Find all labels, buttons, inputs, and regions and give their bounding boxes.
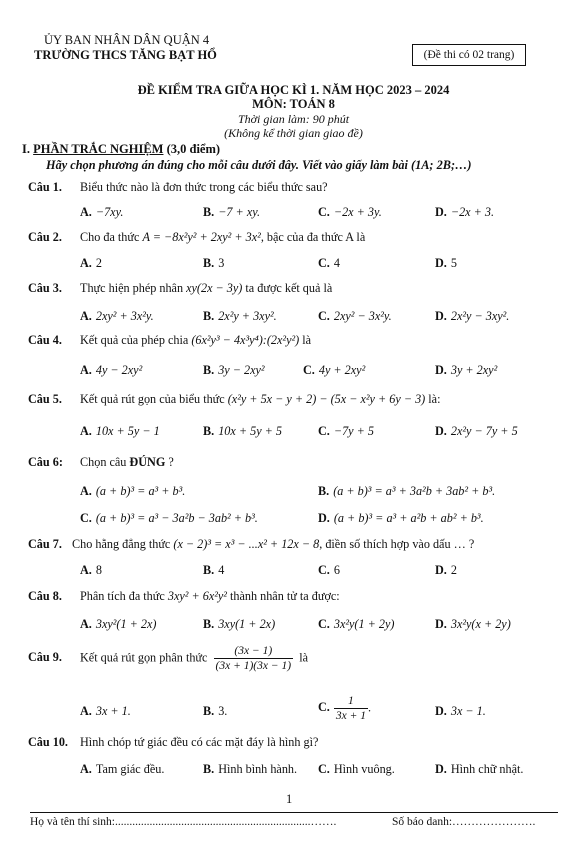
q4-option-d: D. 3y + 2xy² [435,363,498,377]
question-6: Câu 6: Chọn câu ĐÚNG ? [28,455,174,469]
q8-option-b: B. 3xy(1 + 2x) [203,617,276,631]
exam-time-note: (Không kể thời gian giao đề) [224,126,363,140]
q10-option-a: A. Tam giác đều. [80,762,165,776]
q4-option-c: C. 4y + 2xy² [303,363,366,377]
section-title-text: PHẦN TRẮC NGHIỆM [33,142,164,156]
q2-option-c: C. 4 [318,256,340,270]
q10-option-d: D. Hình chữ nhật. [435,762,524,776]
q9-option-d: D. 3x − 1. [435,704,486,718]
q3-option-c: C. 2xy² − 3x²y. [318,309,392,323]
q1-option-c: C. −2x + 3y. [318,205,382,219]
school-name: TRƯỜNG THCS TĂNG BẠT HỔ [34,48,217,62]
q3-option-a: A. 2xy² + 3x²y. [80,309,154,323]
q4-option-a: A. 4y − 2xy² [80,363,143,377]
q5-option-c: C. −7y + 5 [318,424,374,438]
question-1: Câu 1. Biểu thức nào là đơn thức trong các biểu thức sau? [28,180,328,194]
q6-option-d: D. (a + b)³ = a³ + a²b + ab² + b³. [318,511,484,525]
q9-fraction: $\frac{(3x - 1)}{(3x + 1)(3x - 1)}$ [215,645,292,672]
q10-option-b: B. Hình bình hành. [203,762,298,776]
q10-option-c: C. Hình vuông. [318,762,395,776]
q7-option-c: C. 6 [318,563,340,577]
q9-option-a: A. 3x + 1. [80,704,131,718]
question-7: Câu 7. Cho hằng đẳng thức (x − 2)³ = x³ − ...x² + 12x − 8, điền số thích hợp vào dấu … ? [28,537,475,551]
footer-divider [30,812,558,813]
question-10: Câu 10. Hình chóp tứ giác đều có các mặt đáy là hình gì? [28,735,319,749]
q6-option-b: B. (a + b)³ = a³ + 3a²b + 3ab² + b³. [318,484,496,498]
section-instruction: Hãy chọn phương án đúng cho mỗi câu dưới đây. Viết vào giấy làm bài (1A; 2B;…) [46,158,472,172]
authority-name: ỦY BAN NHÂN DÂN QUẬN 4 [44,33,210,47]
q6-option-a: A. (a + b)³ = a³ + b³. [80,484,186,498]
q8-option-d: D. 3x²y(x + 2y) [435,617,511,631]
q2-option-a: A. 2 [80,256,102,270]
q1-option-b: B. −7 + xy. [203,205,261,219]
q5-option-d: D. 2x²y − 7y + 5 [435,424,518,438]
q7-option-d: D. 2 [435,563,457,577]
question-5: Câu 5. Kết quả rút gọn của biểu thức (x²y + 5x − y + 2) − (5x − x²y + 6y − 3) là: [28,392,441,406]
exam-subject: MÔN: TOÁN 8 [252,97,335,111]
exam-time: Thời gian làm: 90 phút [237,112,350,126]
page-number: 1 [286,792,293,806]
q9-option-c-fraction: $\frac{1}{3x + 1}$ [335,695,366,722]
q4-option-b: B. 3y − 2xy² [203,363,265,377]
candidate-name-line: Họ và tên thí sinh:....................................................................……. [30,816,337,828]
q7-option-a: A. 8 [80,563,102,577]
q8-option-c: C. 3x²y(1 + 2y) [318,617,395,631]
exam-title: ĐỀ KIỂM TRA GIỮA HỌC KÌ 1. NĂM HỌC 2023 – 2024 [137,83,450,97]
question-8: Câu 8. Phân tích đa thức 3xy² + 6x²y² thành nhân tử ta được: [28,589,340,603]
q8-option-a: A. 3xy²(1 + 2x) [80,617,157,631]
q5-option-b: B. 10x + 5y + 5 [203,424,283,438]
q9-option-c: C. $\frac{1}{3x + 1}$ . [318,695,372,722]
q9-option-b: B. 3. [203,704,228,718]
question-2: Câu 2. Cho đa thức A = −8x²y² + 2xy² + 3x², bậc của đa thức A là [28,230,366,244]
q7-option-b: B. 4 [203,563,225,577]
q5-option-a: A. 10x + 5y − 1 [80,424,160,438]
q1-option-a: A. −7xy. [80,205,124,219]
candidate-id-line: Số báo danh:…………………. [392,816,536,828]
q3-option-d: D. 2x²y − 3xy². [435,309,510,323]
q2-option-b: B. 3 [203,256,225,270]
q6-option-c: C. (a + b)³ = a³ − 3a²b − 3ab² + b³. [80,511,258,525]
q2-option-d: D. 5 [435,256,457,270]
pages-note-box: (Đề thi có 02 trang) [412,44,526,66]
section-title: I. PHẦN TRẮC NGHIỆM (3,0 điểm) [22,142,221,156]
question-3: Câu 3. Thực hiện phép nhân xy(2x − 3y) ta được kết quả là [28,281,333,295]
q3-option-b: B. 2x²y + 3xy². [203,309,277,323]
question-4: Câu 4. Kết quả của phép chia (6x²y³ − 4x³y⁴):(2x²y²) là [28,333,312,347]
q1-option-d: D. −2x + 3. [435,205,495,219]
question-9: Câu 9. Kết quả rút gọn phân thức $\frac{(3x - 1)}{(3x + 1)(3x - 1)}$ là [28,645,308,672]
emphasis-correct: ĐÚNG [129,455,166,469]
